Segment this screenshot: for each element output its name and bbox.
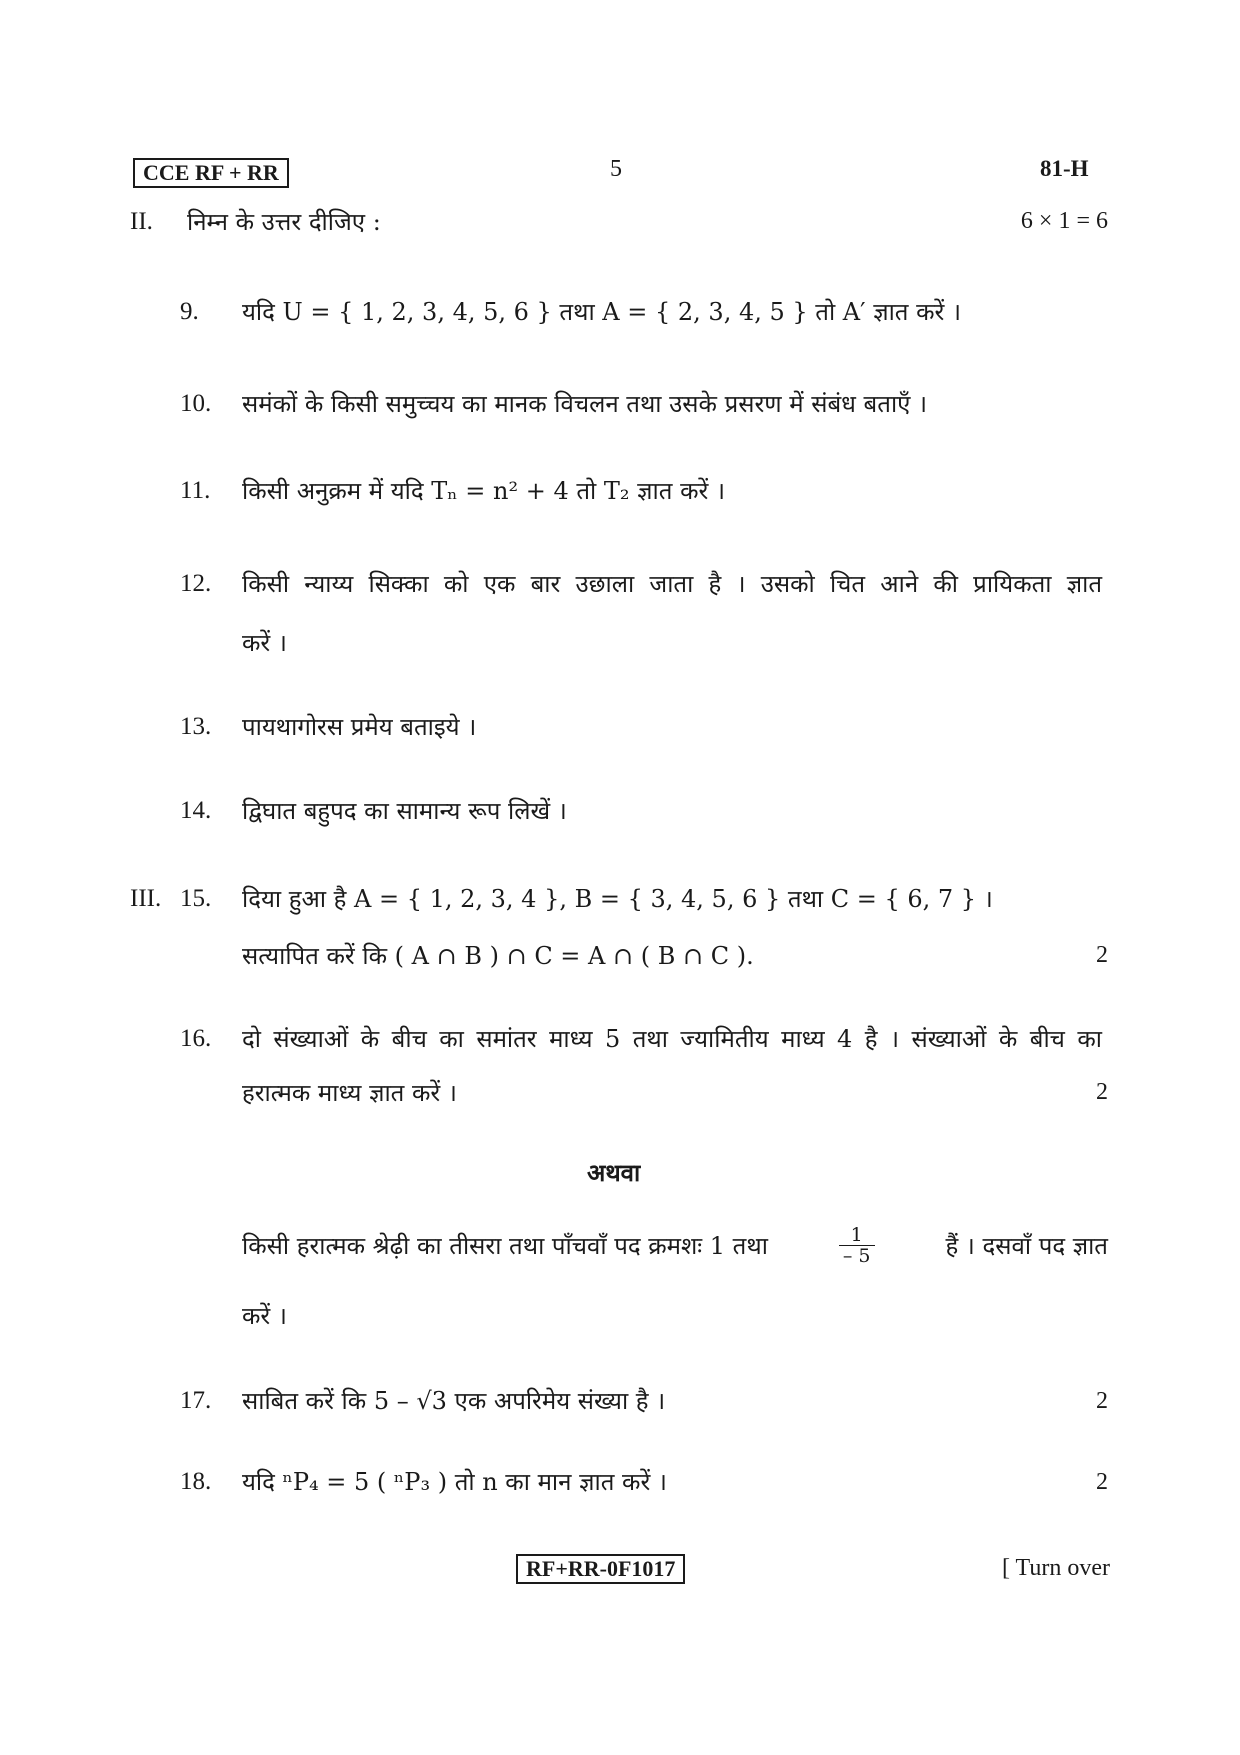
q16-text-line1: दो संख्याओं के बीच का समांतर माध्य 5 तथा ज्यामितीय माध्य 4 है । संख्याओं के बीच का xyxy=(242,1025,1102,1053)
q17-marks: 2 xyxy=(1096,1388,1108,1414)
q16-or-post: हैं । दसवाँ पद ज्ञात xyxy=(945,1231,1108,1260)
section-iii-roman: III. xyxy=(130,885,162,912)
q12-number: 12. xyxy=(180,570,212,597)
q12-text-line2: करें । xyxy=(242,629,287,657)
q15-marks: 2 xyxy=(1096,942,1108,968)
q16-or-line2: करें । xyxy=(242,1302,287,1330)
page-number: 5 xyxy=(610,156,622,182)
q14-number: 14. xyxy=(180,797,212,824)
or-label: अथवा xyxy=(587,1158,641,1187)
fraction-denominator: – 5 xyxy=(842,1245,871,1267)
q11-text: किसी अनुक्रम में यदि Tₙ = n² + 4 तो T₂ ज्ञात करें । xyxy=(242,477,726,505)
q16-or-pre: किसी हरात्मक श्रेढ़ी का तीसरा तथा पाँचवाँ पद क्रमशः 1 तथा xyxy=(242,1231,768,1260)
q15-text-line2: सत्यापित करें कि ( A ∩ B ) ∩ C = A ∩ ( B ∩ C ). xyxy=(242,942,754,970)
section-ii-marks: 6 × 1 = 6 xyxy=(1020,208,1108,234)
exam-code-box: CCE RF + RR xyxy=(133,158,289,188)
q11-number: 11. xyxy=(180,477,211,504)
section-ii-roman: II. xyxy=(130,208,153,235)
q9-text: यदि U = { 1, 2, 3, 4, 5, 6 } तथा A = { 2, 3, 4, 5 } तो A′ ज्ञात करें । xyxy=(242,298,962,326)
q10-text: समंकों के किसी समुच्चय का मानक विचलन तथा उसके प्रसरण में संबंध बताएँ । xyxy=(242,390,928,418)
q17-text: साबित करें कि 5 – √3 एक अपरिमेय संख्या है । xyxy=(242,1387,666,1415)
q18-number: 18. xyxy=(180,1468,212,1495)
q16-number: 16. xyxy=(180,1025,212,1052)
fraction xyxy=(839,1225,875,1266)
q18-marks: 2 xyxy=(1096,1469,1108,1495)
q16-marks: 2 xyxy=(1096,1079,1108,1105)
q14-text: द्विघात बहुपद का सामान्य रूप लिखें । xyxy=(242,797,567,825)
q13-number: 13. xyxy=(180,713,212,740)
turn-over-label: [ Turn over xyxy=(1001,1555,1110,1581)
paper-code: 81-H xyxy=(1040,156,1089,181)
q10-number: 10. xyxy=(180,390,212,417)
q15-text-line1: दिया हुआ है A = { 1, 2, 3, 4 }, B = { 3, 4, 5, 6 } तथा C = { 6, 7 } । xyxy=(242,885,993,913)
footer-code-box: RF+RR-0F1017 xyxy=(516,1554,685,1584)
q16-or-line1 xyxy=(242,1225,1108,1266)
fraction-numerator: 1 xyxy=(839,1225,875,1246)
q18-text: यदि ⁿP₄ = 5 ( ⁿP₃ ) तो n का मान ज्ञात करें । xyxy=(242,1468,667,1496)
q13-text: पायथागोरस प्रमेय बताइये । xyxy=(242,713,477,741)
q16-text-line2: हरात्मक माध्य ज्ञात करें । xyxy=(242,1079,457,1107)
section-ii-instruction: निम्न के उत्तर दीजिए : xyxy=(187,208,381,236)
q17-number: 17. xyxy=(180,1387,212,1414)
q15-number: 15. xyxy=(180,885,212,912)
q12-text-line1: किसी न्याय्य सिक्का को एक बार उछाला जाता है । उसको चित आने की प्रायिकता ज्ञात xyxy=(242,570,1102,598)
q9-number: 9. xyxy=(180,298,199,325)
